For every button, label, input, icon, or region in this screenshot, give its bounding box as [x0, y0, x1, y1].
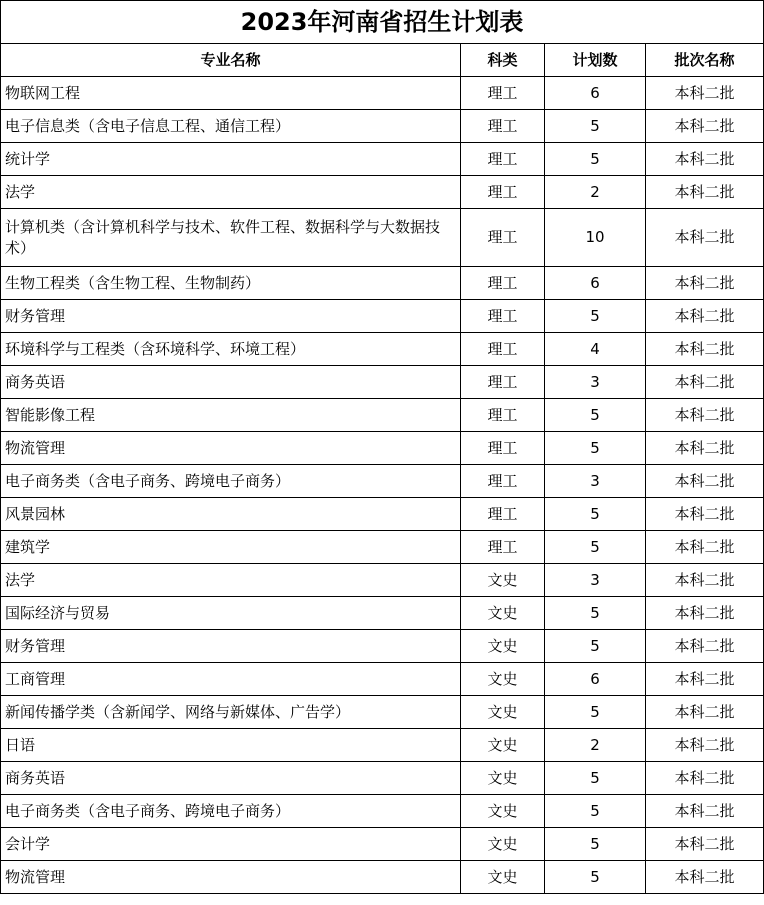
plan-count-cell: 5: [545, 861, 646, 894]
major-cell: 电子商务类（含电子商务、跨境电子商务）: [1, 795, 461, 828]
plan-count-cell: 5: [545, 498, 646, 531]
table-row: [1, 630, 764, 663]
plan-count-cell: 4: [545, 333, 646, 366]
major-cell: 日语: [1, 729, 461, 762]
plan-count-cell: 5: [545, 300, 646, 333]
major-cell: 风景园林: [1, 498, 461, 531]
table-row: [1, 399, 764, 432]
major-cell: 计算机类（含计算机科学与技术、软件工程、数据科学与大数据技术）: [1, 209, 461, 267]
batch-cell: 本科二批: [646, 828, 764, 861]
category-cell: 理工: [461, 531, 545, 564]
table-row: [1, 762, 764, 795]
table-body: [1, 77, 764, 894]
batch-cell: 本科二批: [646, 77, 764, 110]
table-row: [1, 366, 764, 399]
category-cell: 理工: [461, 498, 545, 531]
plan-count-cell: 6: [545, 663, 646, 696]
plan-count-cell: 5: [545, 432, 646, 465]
category-cell: 理工: [461, 366, 545, 399]
category-cell: 文史: [461, 861, 545, 894]
major-cell: 电子信息类（含电子信息工程、通信工程）: [1, 110, 461, 143]
plan-count-cell: 10: [545, 209, 646, 267]
plan-count-cell: 5: [545, 630, 646, 663]
batch-cell: 本科二批: [646, 531, 764, 564]
category-cell: 理工: [461, 333, 545, 366]
category-cell: 文史: [461, 828, 545, 861]
batch-cell: 本科二批: [646, 630, 764, 663]
batch-cell: 本科二批: [646, 498, 764, 531]
category-cell: 文史: [461, 696, 545, 729]
batch-cell: 本科二批: [646, 366, 764, 399]
category-cell: 文史: [461, 630, 545, 663]
table-row: [1, 531, 764, 564]
batch-cell: 本科二批: [646, 696, 764, 729]
batch-cell: 本科二批: [646, 795, 764, 828]
table-title: 2023年河南省招生计划表: [1, 1, 764, 44]
category-cell: 文史: [461, 564, 545, 597]
plan-count-cell: 2: [545, 729, 646, 762]
table-row: [1, 110, 764, 143]
category-cell: 理工: [461, 465, 545, 498]
plan-count-cell: 5: [545, 828, 646, 861]
batch-cell: 本科二批: [646, 209, 764, 267]
plan-count-cell: 3: [545, 366, 646, 399]
category-cell: 文史: [461, 729, 545, 762]
major-cell: 国际经济与贸易: [1, 597, 461, 630]
major-cell: 环境科学与工程类（含环境科学、环境工程）: [1, 333, 461, 366]
table-row: [1, 564, 764, 597]
header-major: 专业名称: [1, 44, 461, 77]
table-row: [1, 300, 764, 333]
plan-count-cell: 5: [545, 762, 646, 795]
category-cell: 理工: [461, 300, 545, 333]
table-row: [1, 432, 764, 465]
major-cell: 智能影像工程: [1, 399, 461, 432]
batch-cell: 本科二批: [646, 861, 764, 894]
major-cell: 电子商务类（含电子商务、跨境电子商务）: [1, 465, 461, 498]
major-cell: 物流管理: [1, 432, 461, 465]
plan-count-cell: 5: [545, 531, 646, 564]
header-batch: 批次名称: [646, 44, 764, 77]
category-cell: 文史: [461, 597, 545, 630]
major-cell: 商务英语: [1, 762, 461, 795]
batch-cell: 本科二批: [646, 110, 764, 143]
category-cell: 理工: [461, 110, 545, 143]
batch-cell: 本科二批: [646, 663, 764, 696]
plan-count-cell: 5: [545, 143, 646, 176]
major-cell: 生物工程类（含生物工程、生物制药）: [1, 267, 461, 300]
batch-cell: 本科二批: [646, 333, 764, 366]
table-row: [1, 498, 764, 531]
major-cell: 财务管理: [1, 300, 461, 333]
major-cell: 法学: [1, 564, 461, 597]
major-cell: 物联网工程: [1, 77, 461, 110]
category-cell: 理工: [461, 176, 545, 209]
table-row: [1, 209, 764, 267]
table-row: [1, 795, 764, 828]
plan-count-cell: 2: [545, 176, 646, 209]
category-cell: 理工: [461, 209, 545, 267]
batch-cell: 本科二批: [646, 564, 764, 597]
table-row: [1, 333, 764, 366]
major-cell: 会计学: [1, 828, 461, 861]
batch-cell: 本科二批: [646, 399, 764, 432]
major-cell: 商务英语: [1, 366, 461, 399]
batch-cell: 本科二批: [646, 762, 764, 795]
table-row: [1, 828, 764, 861]
plan-count-cell: 3: [545, 564, 646, 597]
batch-cell: 本科二批: [646, 267, 764, 300]
major-cell: 建筑学: [1, 531, 461, 564]
plan-count-cell: 5: [545, 597, 646, 630]
plan-count-cell: 5: [545, 110, 646, 143]
major-cell: 新闻传播学类（含新闻学、网络与新媒体、广告学）: [1, 696, 461, 729]
category-cell: 文史: [461, 795, 545, 828]
batch-cell: 本科二批: [646, 465, 764, 498]
plan-count-cell: 3: [545, 465, 646, 498]
batch-cell: 本科二批: [646, 176, 764, 209]
major-cell: 物流管理: [1, 861, 461, 894]
plan-count-cell: 6: [545, 267, 646, 300]
plan-count-cell: 5: [545, 795, 646, 828]
category-cell: 文史: [461, 762, 545, 795]
batch-cell: 本科二批: [646, 300, 764, 333]
table-row: [1, 663, 764, 696]
major-cell: 财务管理: [1, 630, 461, 663]
category-cell: 理工: [461, 77, 545, 110]
batch-cell: 本科二批: [646, 143, 764, 176]
table-row: [1, 267, 764, 300]
batch-cell: 本科二批: [646, 432, 764, 465]
category-cell: 文史: [461, 663, 545, 696]
major-cell: 工商管理: [1, 663, 461, 696]
batch-cell: 本科二批: [646, 597, 764, 630]
plan-count-cell: 5: [545, 696, 646, 729]
table-row: [1, 77, 764, 110]
category-cell: 理工: [461, 432, 545, 465]
table-row: [1, 176, 764, 209]
table-row: [1, 696, 764, 729]
table-row: [1, 143, 764, 176]
table-row: [1, 729, 764, 762]
category-cell: 理工: [461, 143, 545, 176]
category-cell: 理工: [461, 399, 545, 432]
table-row: [1, 597, 764, 630]
table-row: [1, 861, 764, 894]
category-cell: 理工: [461, 267, 545, 300]
major-cell: 法学: [1, 176, 461, 209]
table-row: [1, 465, 764, 498]
plan-count-cell: 6: [545, 77, 646, 110]
batch-cell: 本科二批: [646, 729, 764, 762]
header-category: 科类: [461, 44, 545, 77]
plan-count-cell: 5: [545, 399, 646, 432]
major-cell: 统计学: [1, 143, 461, 176]
header-plan-count: 计划数: [545, 44, 646, 77]
